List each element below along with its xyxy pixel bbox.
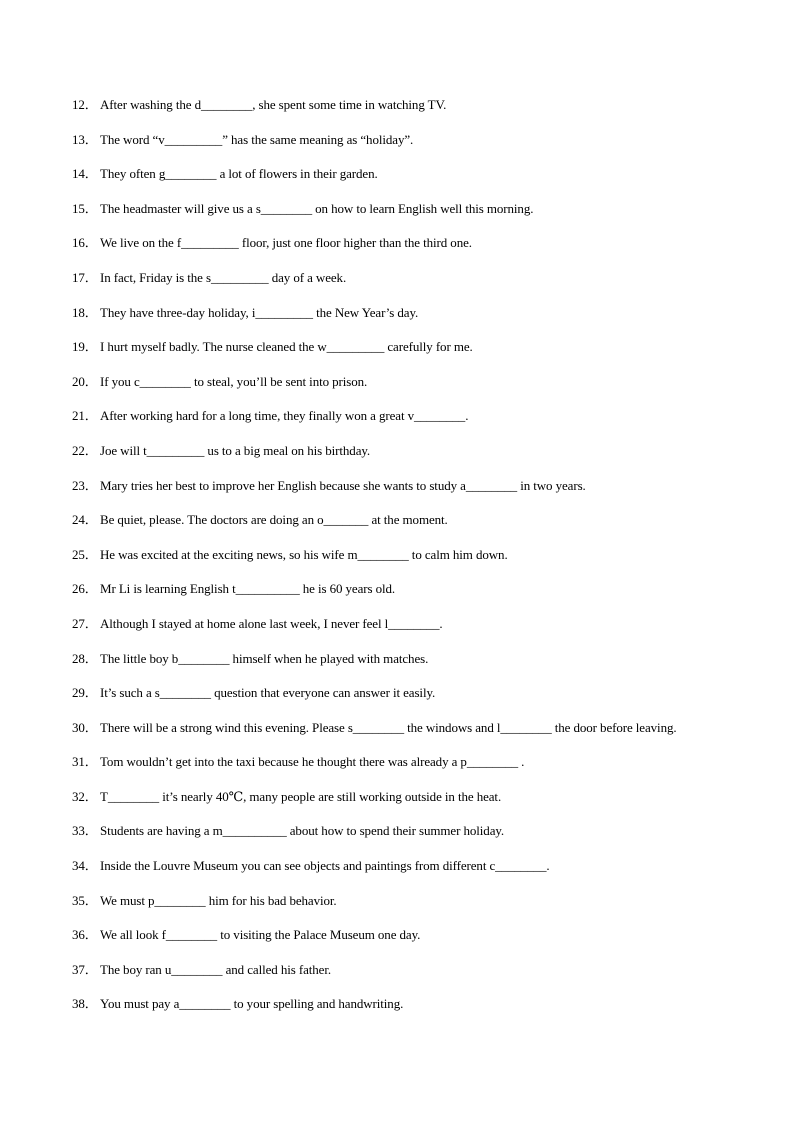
question-text: They have three-day holiday, i_________ the New Year’s day. xyxy=(100,304,419,320)
exercise-item xyxy=(72,511,762,546)
exercise-item xyxy=(72,615,762,650)
question-text: Be quiet, please. The doctors are doing an o_______ at the moment. xyxy=(100,512,448,528)
question-text: The word “v_________” has the same meaning as “holiday”. xyxy=(100,131,414,147)
exercise-list xyxy=(72,96,762,1030)
question-text: We all look f________ to visiting the Palace Museum one day. xyxy=(100,927,421,943)
question-number: 18． xyxy=(72,304,98,320)
question-number: 16． xyxy=(72,235,98,251)
question-number: 38． xyxy=(72,996,98,1012)
exercise-item xyxy=(72,338,762,373)
question-text: Tom wouldn’t get into the taxi because he thought there was already a p________ . xyxy=(100,754,525,770)
exercise-item xyxy=(72,442,762,477)
exercise-item xyxy=(72,477,762,512)
question-number: 33． xyxy=(72,823,98,839)
question-number: 17． xyxy=(72,269,98,285)
question-number: 27． xyxy=(72,615,98,631)
question-number: 34． xyxy=(72,858,98,874)
question-number: 20． xyxy=(72,373,98,389)
question-number: 30． xyxy=(72,719,98,735)
question-text: There will be a strong wind this evening. Please s________ the windows and l________ the door before leaving. xyxy=(100,719,677,735)
question-text: The little boy b________ himself when he played with matches. xyxy=(100,650,429,666)
exercise-item xyxy=(72,580,762,615)
exercise-item xyxy=(72,96,762,131)
question-text: We live on the f_________ floor, just one floor higher than the third one. xyxy=(100,235,472,251)
exercise-item xyxy=(72,822,762,857)
question-text: It’s such a s________ question that everyone can answer it easily. xyxy=(100,685,436,701)
question-text: After working hard for a long time, they finally won a great v________. xyxy=(100,408,469,424)
exercise-item xyxy=(72,131,762,166)
question-text: Joe will t_________ us to a big meal on his birthday. xyxy=(100,442,371,458)
exercise-item xyxy=(72,269,762,304)
question-number: 29． xyxy=(72,685,98,701)
question-number: 15． xyxy=(72,200,98,216)
exercise-item xyxy=(72,926,762,961)
question-text: The boy ran u________ and called his father. xyxy=(100,961,331,977)
question-number: 35． xyxy=(72,892,98,908)
exercise-item xyxy=(72,304,762,339)
exercise-item xyxy=(72,165,762,200)
exercise-item xyxy=(72,684,762,719)
question-number: 13． xyxy=(72,131,98,147)
question-number: 31． xyxy=(72,754,98,770)
question-text: In fact, Friday is the s_________ day of a week. xyxy=(100,269,347,285)
exercise-item xyxy=(72,995,762,1030)
exercise-item xyxy=(72,373,762,408)
question-text: After washing the d________, she spent some time in watching TV. xyxy=(100,97,447,112)
question-text: He was excited at the exciting news, so his wife m________ to calm him down. xyxy=(100,546,508,562)
exercise-item xyxy=(72,961,762,996)
question-text: Inside the Louvre Museum you can see objects and paintings from different c________. xyxy=(100,858,550,874)
exercise-item xyxy=(72,650,762,685)
question-number: 12． xyxy=(72,97,98,112)
exercise-item xyxy=(72,857,762,892)
question-number: 24． xyxy=(72,512,98,528)
question-text: The headmaster will give us a s________ on how to learn English well this morning. xyxy=(100,200,534,216)
question-number: 23． xyxy=(72,477,98,493)
question-number: 32． xyxy=(72,788,98,804)
exercise-item xyxy=(72,892,762,927)
exercise-item xyxy=(72,719,762,754)
exercise-item xyxy=(72,234,762,269)
question-text: You must pay a________ to your spelling and handwriting. xyxy=(100,996,404,1012)
exercise-item xyxy=(72,788,762,823)
question-number: 26． xyxy=(72,581,98,597)
question-number: 21． xyxy=(72,408,98,424)
question-text: T________ it’s nearly 40℃, many people are still working outside in the heat. xyxy=(100,788,502,804)
question-text: Although I stayed at home alone last week, I never feel l________. xyxy=(100,615,443,631)
question-text: Mary tries her best to improve her English because she wants to study a________ in two years. xyxy=(100,477,586,493)
question-number: 22． xyxy=(72,442,98,458)
question-number: 36． xyxy=(72,927,98,943)
question-text: They often g________ a lot of flowers in their garden. xyxy=(100,166,378,182)
question-text: We must p________ him for his bad behavior. xyxy=(100,892,337,908)
question-text: If you c________ to steal, you’ll be sent into prison. xyxy=(100,373,368,389)
question-number: 28． xyxy=(72,650,98,666)
exercise-item xyxy=(72,200,762,235)
exercise-item xyxy=(72,407,762,442)
exercise-item xyxy=(72,546,762,581)
question-text: Students are having a m__________ about how to spend their summer holiday. xyxy=(100,823,505,839)
question-number: 37． xyxy=(72,961,98,977)
question-text: I hurt myself badly. The nurse cleaned the w_________ carefully for me. xyxy=(100,339,473,355)
question-number: 14． xyxy=(72,166,98,182)
question-text: Mr Li is learning English t__________ he is 60 years old. xyxy=(100,581,396,597)
question-number: 25． xyxy=(72,546,98,562)
exercise-item xyxy=(72,753,762,788)
question-number: 19． xyxy=(72,339,98,355)
